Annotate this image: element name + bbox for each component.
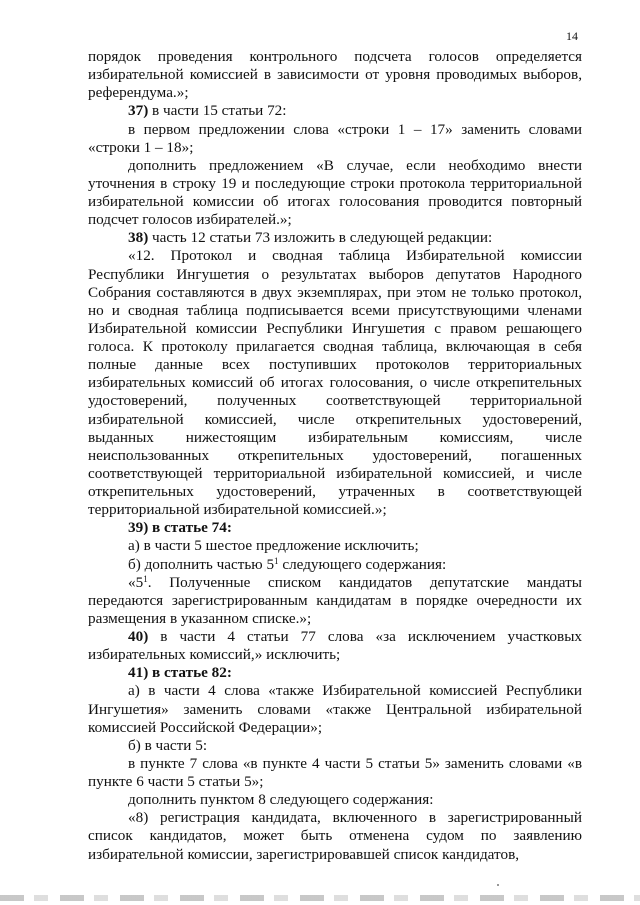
page-number: 14 xyxy=(566,29,578,43)
item-number: 40) xyxy=(128,628,149,645)
paragraph: а) в части 4 слова «также Избирательной комиссией Республики Ингушетия» заменить словами «также Центральной избирательной комиссией Российской Федерации»; xyxy=(88,682,582,736)
paragraph: дополнить пунктом 8 следующего содержания: xyxy=(128,791,434,809)
paragraph: порядок проведения контрольного подсчета голосов определяется избирательной комиссией в зависимости от уровня проводимых выборов, референдума.»; xyxy=(88,48,582,102)
paragraph xyxy=(88,556,582,574)
amendment-41-heading: 41) в статье 82: xyxy=(128,664,232,682)
paragraph-text: следующего содержания: xyxy=(278,555,447,573)
superscript: 1 xyxy=(143,573,148,584)
quoted-article-12: «12. Протокол и сводная таблица Избирательной комиссии Республики Ингушетия о результатах выборов депутатов Народного Собрания составляются в двух экземплярах, при этом не только протокол, но и сводная таблица подписывается всеми присутствующими членами Избирательной комиссии Республики Ингушетия с правом решающего голоса. К протоколу прилагается сводная таблица, включающая в себя полные данные всех поступивших протоколов территориальных избирательных комиссий об итогах голосования, о числе открепительных удостоверений, полученных соответствующей территориальной избирательной комиссией, числе открепительных удостоверений, выданных нижестоящим избирательным комиссиям, числе неиспользованных открепительных удостоверений, погашенных соответствующей территориальной избирательной комиссией, и числе открепительных удостоверений, утраченных в соответствующей территориальной избирательной комиссией.»; xyxy=(88,247,582,519)
amendment-37-heading xyxy=(88,102,582,120)
document-body xyxy=(88,48,582,864)
quoted-article-5-1 xyxy=(88,574,582,628)
paragraph: б) в части 5: xyxy=(128,736,208,754)
item-number: 38) xyxy=(128,229,149,247)
amendment-38-heading xyxy=(88,229,582,247)
paragraph: «8) регистрация кандидата, включенного в зарегистрированный список кандидатов, может быть отменена судом по заявлению избирательной комиссии, зарегистрировавшей список кандидатов, xyxy=(88,809,582,863)
paragraph-text: «5 xyxy=(128,573,144,591)
amendment-40 xyxy=(88,628,582,664)
paragraph-text: в части 4 статьи 77 слова «за исключением участковых избирательных комиссий,» исключить; xyxy=(88,628,582,664)
paragraph-text: в части 15 статьи 72: xyxy=(148,102,287,120)
paragraph: дополнить предложением «В случае, если необходимо внести уточнения в строку 19 и последующие строки протокола территориальной избирательной комиссии об итогах голосования проводится повторный подсчет голосов избирателей.»; xyxy=(88,156,582,229)
amendment-39-heading: 39) в статье 74: xyxy=(128,519,232,537)
paragraph-text: часть 12 статьи 73 изложить в следующей редакции: xyxy=(148,229,493,247)
paragraph-text: б) дополнить частью 5 xyxy=(128,555,275,573)
paragraph-text: . Полученные списком кандидатов депутатские мандаты передаются зарегистрированным кандидатам в порядке очередности их размещения в указанном списке.»; xyxy=(88,573,582,627)
item-number: 37) xyxy=(128,102,149,120)
paragraph: в первом предложении слова «строки 1 – 17» заменить словами «строки 1 – 18»; xyxy=(88,120,582,156)
paragraph: в пункте 7 слова «в пункте 4 части 5 статьи 5» заменить словами «в пункте 6 части 5 статьи 5»; xyxy=(88,754,582,790)
superscript: 1 xyxy=(274,555,279,566)
scan-artifact-line xyxy=(0,895,640,901)
scan-speck xyxy=(497,884,499,886)
paragraph: а) в части 5 шестое предложение исключить; xyxy=(128,537,419,555)
